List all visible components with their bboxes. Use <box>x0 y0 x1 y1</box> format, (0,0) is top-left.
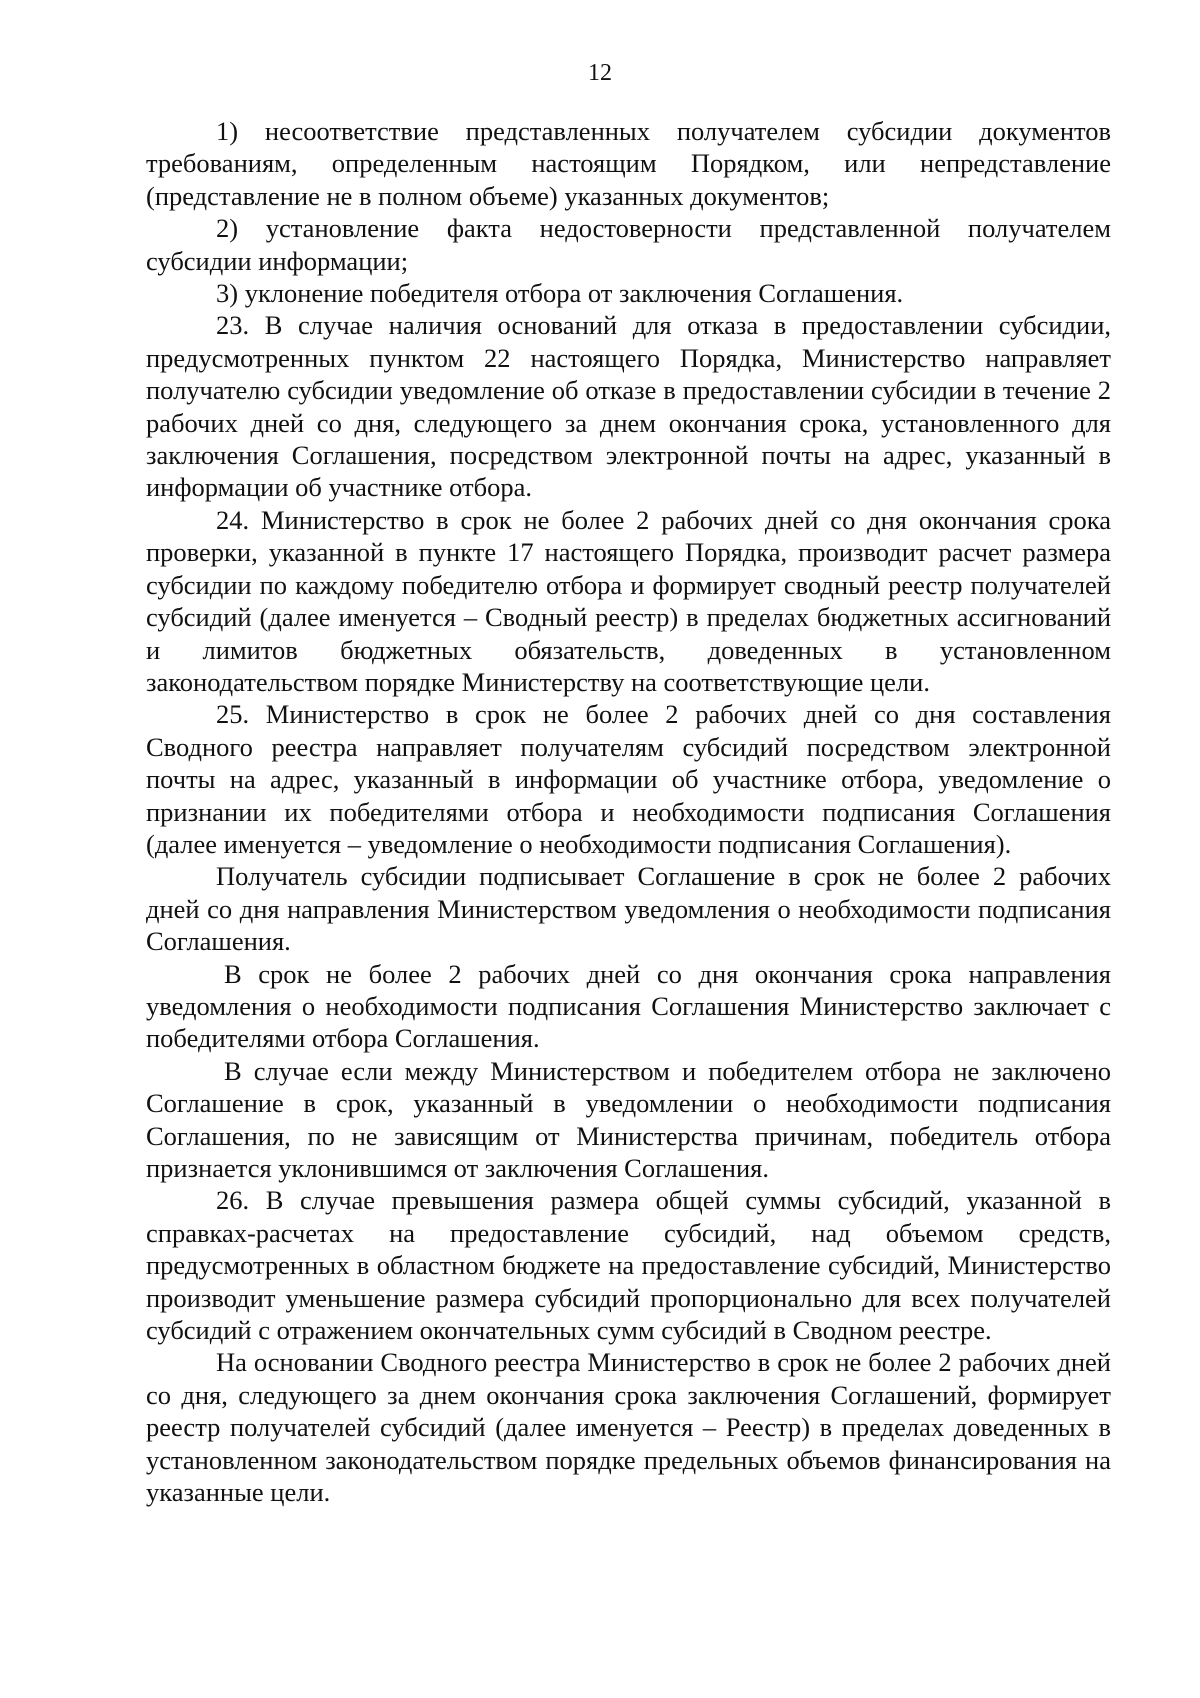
page-number: 12 <box>588 60 612 86</box>
paragraph-recipient-signs: Получатель субсидии подписывает Соглашение в срок не более 2 рабочих дней со дня направления Министерством уведомления о необходимости подписания Соглашения. <box>146 861 1111 957</box>
paragraph-registry: На основании Сводного реестра Министерство в срок не более 2 рабочих дней со дня, следующего за днем окончания срока заключения Соглашений, формирует реестр получателей субсидий (далее именуется – Реестр) в пределах доведенных в установленном законодательством порядке предельных объемов финансирования на указанные цели. <box>146 1347 1111 1508</box>
document-body <box>146 115 1111 1508</box>
paragraph-item-2: 2) установление факта недостоверности представленной получателем субсидии информации; <box>146 213 1111 276</box>
paragraph-item-1: 1) несоответствие представленных получателем субсидии документов требованиям, определенным настоящим Порядком, или непредставление (представление не в полном объеме) указанных документов; <box>146 116 1111 211</box>
paragraph-clause-25: 25. Министерство в срок не более 2 рабочих дней со дня составления Сводного реестра направляет получателям субсидий посредством электронной почты на адрес, указанный в информации об участнике отбора, уведомление о признании их победителями отбора и необходимости подписания Соглашения (далее именуется – уведомление о необходимости подписания Соглашения). <box>146 699 1111 859</box>
paragraph-item-3: 3) уклонение победителя отбора от заключения Соглашения. <box>216 278 904 309</box>
paragraph-agreement-conclusion: В срок не более 2 рабочих дней со дня окончания срока направления уведомления о необходимости подписания Соглашения Министерство заключает с победителями отбора Соглашения. <box>146 958 1111 1054</box>
paragraph-clause-24: 24. Министерство в срок не более 2 рабочих дней со дня окончания срока проверки, указанной в пункте 17 настоящего Порядка, производит расчет размера субсидии по каждому победителю отбора и формирует сводный реестр получателей субсидий (далее именуется – Сводный реестр) в пределах бюджетных ассигнований и лимитов бюджетных обязательств, доведенных в установленном законодательством порядке Министерству на соответствующие цели. <box>146 504 1111 697</box>
paragraph-evasion: В случае если между Министерством и победителем отбора не заключено Соглашение в срок, указанный в уведомлении о необходимости подписания Соглашения, по не зависящим от Министерства причинам, победитель отбора признается уклонившимся от заключения Соглашения. <box>146 1055 1111 1183</box>
paragraph-clause-23: 23. В случае наличия оснований для отказа в предоставлении субсидии, предусмотренных пунктом 22 настоящего Порядка, Министерство направляет получателю субсидии уведомление об отказе в предоставлении субсидии в течение 2 рабочих дней со дня, следующего за днем окончания срока, установленного для заключения Соглашения, посредством электронной почты на адрес, указанный в информации об участнике отбора. <box>146 310 1111 503</box>
paragraph-clause-26: 26. В случае превышения размера общей суммы субсидий, указанной в справках-расчетах на предоставление субсидий, над объемом средств, предусмотренных в областном бюджете на предоставление субсидий, Министерство производит уменьшение размера субсидий пропорционально для всех получателей субсидий с отражением окончательных сумм субсидий в Сводном реестре. <box>146 1185 1111 1346</box>
